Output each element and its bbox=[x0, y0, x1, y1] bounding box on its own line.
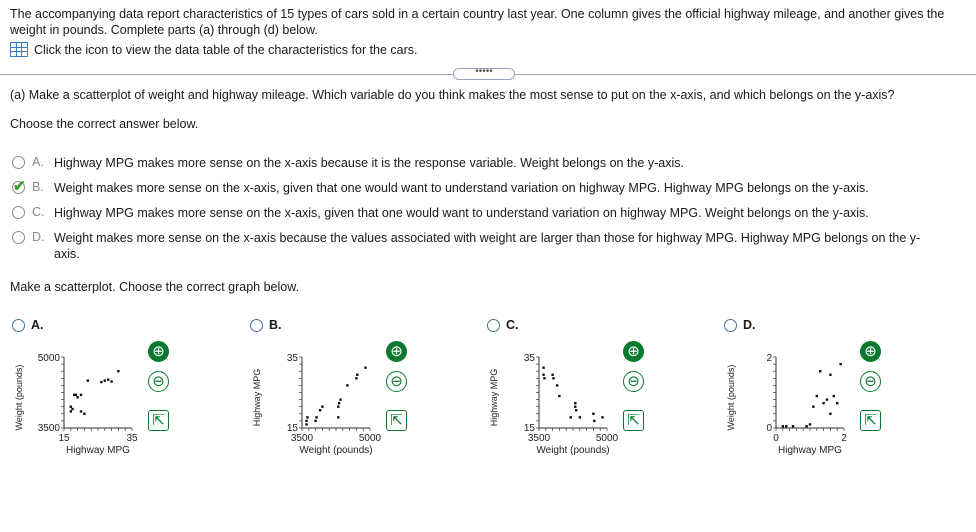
data-point bbox=[839, 363, 841, 365]
zoom-out-icon[interactable]: ⊖ bbox=[148, 371, 169, 392]
x-axis-title: Highway MPG bbox=[778, 445, 842, 456]
x-tick-label-left: 15 bbox=[58, 433, 70, 444]
data-point bbox=[574, 406, 576, 408]
data-point bbox=[819, 370, 821, 372]
radio-a[interactable] bbox=[12, 156, 25, 169]
data-point bbox=[321, 406, 323, 408]
data-point bbox=[319, 409, 321, 411]
y-tick-label-top: 5000 bbox=[37, 353, 60, 364]
data-point bbox=[356, 374, 358, 376]
data-point bbox=[593, 420, 595, 422]
question-text: (a) Make a scatterplot of weight and highway mileage. Which variable do you think makes the most sense to put on the x-axis, and which belongs on the y-axis? bbox=[10, 88, 895, 102]
data-point bbox=[337, 416, 339, 418]
zoom-out-icon[interactable]: ⊖ bbox=[623, 371, 644, 392]
expand-button[interactable]: ••••• bbox=[453, 68, 515, 80]
enlarge-graph-icon[interactable]: ⇱ bbox=[148, 410, 169, 431]
y-tick-label-bottom: 0 bbox=[766, 423, 772, 434]
scatterplot-c bbox=[483, 340, 623, 465]
data-point bbox=[76, 396, 78, 398]
y-tick-label-bottom: 3500 bbox=[37, 423, 60, 434]
data-point bbox=[80, 410, 82, 412]
graph-radio-c[interactable] bbox=[487, 319, 500, 332]
data-point bbox=[805, 425, 807, 427]
data-point bbox=[338, 402, 340, 404]
data-point bbox=[542, 366, 544, 368]
data-point bbox=[785, 425, 787, 427]
data-point bbox=[601, 416, 603, 418]
data-point bbox=[836, 402, 838, 404]
zoom-out-icon[interactable]: ⊖ bbox=[386, 371, 407, 392]
data-point bbox=[305, 423, 307, 425]
data-point bbox=[822, 402, 824, 404]
scatterplot-a bbox=[8, 340, 148, 465]
zoom-in-icon[interactable]: ⊕ bbox=[623, 341, 644, 362]
data-point bbox=[792, 425, 794, 427]
data-point bbox=[314, 420, 316, 422]
graph-option-a[interactable] bbox=[12, 318, 44, 332]
data-point bbox=[809, 423, 811, 425]
y-tick-label-top: 35 bbox=[523, 353, 535, 364]
data-point bbox=[782, 425, 784, 427]
data-point bbox=[558, 395, 560, 397]
data-point bbox=[579, 416, 581, 418]
y-tick-label-top: 2 bbox=[766, 353, 772, 364]
radio-c[interactable] bbox=[12, 206, 25, 219]
x-axis-title: Weight (pounds) bbox=[299, 445, 373, 456]
x-tick-label-right: 2 bbox=[841, 433, 847, 444]
data-point bbox=[543, 377, 545, 379]
data-point bbox=[337, 406, 339, 408]
data-point bbox=[306, 416, 308, 418]
data-point bbox=[833, 395, 835, 397]
data-point bbox=[100, 381, 102, 383]
zoom-out-icon[interactable]: ⊖ bbox=[860, 371, 881, 392]
data-point bbox=[339, 398, 341, 400]
graph-radio-b[interactable] bbox=[250, 319, 263, 332]
data-point bbox=[315, 416, 317, 418]
data-point bbox=[542, 374, 544, 376]
graph-letter: A. bbox=[31, 318, 44, 332]
data-point bbox=[75, 394, 77, 396]
data-point bbox=[87, 379, 89, 381]
data-point bbox=[816, 395, 818, 397]
data-table-link-text[interactable]: Click the icon to view the data table of the characteristics for the cars. bbox=[34, 42, 418, 57]
data-point bbox=[70, 406, 72, 408]
data-point bbox=[826, 398, 828, 400]
data-point bbox=[70, 410, 72, 412]
data-point bbox=[829, 413, 831, 415]
data-point bbox=[574, 402, 576, 404]
y-axis-title: Highway MPG bbox=[489, 368, 499, 427]
y-tick-label-bottom: 15 bbox=[523, 423, 535, 434]
data-table-icon[interactable] bbox=[10, 42, 28, 57]
data-point bbox=[552, 377, 554, 379]
graph-radio-d[interactable] bbox=[724, 319, 737, 332]
scatter-instruction: Make a scatterplot. Choose the correct graph below. bbox=[10, 280, 300, 294]
x-tick-label-right: 5000 bbox=[358, 433, 382, 444]
x-tick-label-right: 5000 bbox=[595, 433, 619, 444]
data-point bbox=[575, 409, 577, 411]
x-tick-label-left: 0 bbox=[773, 433, 779, 444]
enlarge-graph-icon[interactable]: ⇱ bbox=[623, 410, 644, 431]
y-axis-title: Highway MPG bbox=[252, 368, 262, 427]
data-point bbox=[83, 413, 85, 415]
zoom-in-icon[interactable]: ⊕ bbox=[860, 341, 881, 362]
data-point bbox=[71, 408, 73, 410]
data-point bbox=[812, 406, 814, 408]
graph-letter: B. bbox=[269, 318, 282, 332]
x-tick-label-left: 3500 bbox=[527, 433, 551, 444]
choose-instruction: Choose the correct answer below. bbox=[10, 117, 199, 131]
scatterplot-d bbox=[720, 340, 860, 465]
option-a[interactable]: A. Highway MPG makes more sense on the x-axis because it is the response variable. Weight belongs on the y-axis. bbox=[12, 155, 944, 171]
data-point bbox=[570, 416, 572, 418]
x-axis-title: Weight (pounds) bbox=[536, 445, 610, 456]
x-axis-title: Highway MPG bbox=[66, 445, 130, 456]
radio-d[interactable] bbox=[12, 231, 25, 244]
graph-letter: D. bbox=[743, 318, 756, 332]
data-point bbox=[551, 374, 553, 376]
y-axis-title: Weight (pounds) bbox=[726, 364, 736, 431]
data-point bbox=[592, 413, 594, 415]
zoom-in-icon[interactable]: ⊕ bbox=[386, 341, 407, 362]
data-point bbox=[364, 366, 366, 368]
x-tick-label-right: 35 bbox=[126, 433, 138, 444]
enlarge-graph-icon[interactable]: ⇱ bbox=[860, 410, 881, 431]
data-table-link[interactable] bbox=[10, 42, 418, 57]
intro-text: The accompanying data report characteristics of 15 types of cars sold in a certain country last year. One column gives the official highway mileage, and another gives the weight in pounds. Complete parts (a) through (d) below. bbox=[10, 7, 945, 37]
y-axis-title: Weight (pounds) bbox=[14, 364, 24, 431]
data-point bbox=[556, 384, 558, 386]
graph-option-b[interactable] bbox=[250, 318, 282, 332]
data-point bbox=[305, 420, 307, 422]
data-point bbox=[346, 384, 348, 386]
scatterplot-b bbox=[246, 340, 386, 465]
data-point bbox=[104, 379, 106, 381]
graph-option-c[interactable] bbox=[487, 318, 519, 332]
data-point bbox=[80, 394, 82, 396]
data-point bbox=[117, 370, 119, 372]
graph-option-d[interactable] bbox=[724, 318, 756, 332]
checkmark-icon: ✔ bbox=[13, 178, 26, 195]
graph-radio-a[interactable] bbox=[12, 319, 25, 332]
graph-letter: C. bbox=[506, 318, 519, 332]
option-c[interactable]: C. Highway MPG makes more sense on the x-axis, given that one would want to understand variation on highway MPG. Weight belongs on the y-axis. bbox=[12, 205, 944, 221]
enlarge-graph-icon[interactable]: ⇱ bbox=[386, 410, 407, 431]
zoom-in-icon[interactable]: ⊕ bbox=[148, 341, 169, 362]
data-point bbox=[355, 377, 357, 379]
x-tick-label-left: 3500 bbox=[290, 433, 314, 444]
y-tick-label-bottom: 15 bbox=[286, 423, 298, 434]
option-d[interactable]: D. Weight makes more sense on the x-axis because the values associated with weight are larger than those for highway MPG. Highway MPG belongs on the y-axis. bbox=[12, 230, 944, 262]
data-point bbox=[110, 380, 112, 382]
y-tick-label-top: 35 bbox=[286, 353, 298, 364]
option-b[interactable]: ✔ B. Weight makes more sense on the x-axis, given that one would want to understand variation on highway MPG. Highway MPG belongs on the y-axis. bbox=[13, 178, 869, 195]
data-point bbox=[107, 379, 109, 381]
data-point bbox=[829, 374, 831, 376]
